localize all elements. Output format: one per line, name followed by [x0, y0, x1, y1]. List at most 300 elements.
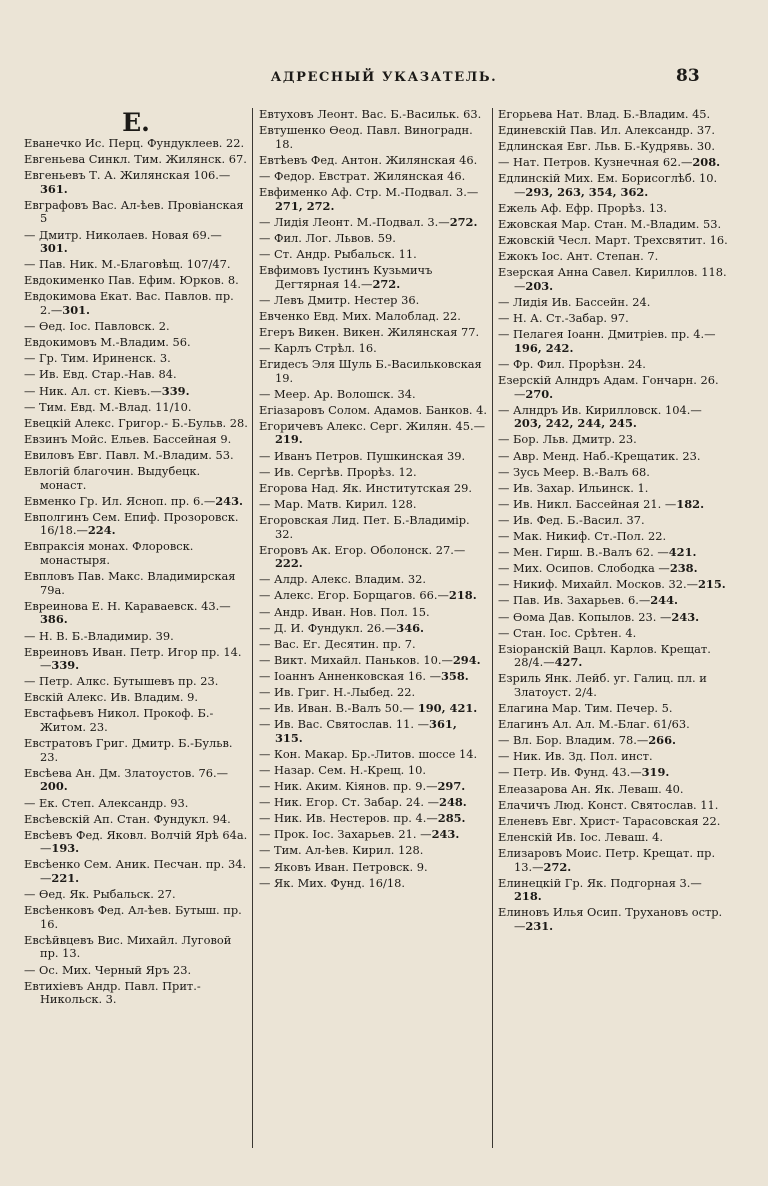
- entry-text: Евсѣевскій Ап. Стан. Фундукл. 94.: [24, 811, 231, 826]
- directory-entry: [498, 234, 728, 248]
- directory-entry: [259, 186, 488, 213]
- directory-entry: [24, 320, 248, 334]
- entry-text: — Ник. Аким. Кіянов. пр. 9.—: [259, 779, 438, 794]
- directory-entry: [24, 449, 248, 463]
- directory-entry: [259, 828, 488, 842]
- entry-text: — Ѳома Дав. Копылов. 23. —: [498, 609, 672, 624]
- directory-entry: [259, 342, 488, 356]
- entry-text: Евдокимова Екат. Вас. Павлов. пр. 2.—: [24, 289, 234, 318]
- directory-entry: [498, 766, 728, 780]
- entry-phone: 231.: [525, 918, 554, 933]
- entry-text: — Прок. Іос. Захарьев. 21. —: [259, 827, 432, 842]
- directory-entry: [24, 229, 248, 256]
- entry-text: — Назар. Сем. Н.-Крещ. 10.: [259, 762, 427, 777]
- entry-text: Евскій Алекс. Ив. Владим. 9.: [24, 690, 198, 705]
- directory-entry: [498, 750, 728, 764]
- entry-text: — Ив. Фед. Б.-Васил. 37.: [498, 512, 645, 527]
- directory-entry: [259, 388, 488, 402]
- entry-text: Евтуховъ Леонт. Вас. Б.-Васильк. 63.: [259, 107, 482, 121]
- directory-entry: [259, 748, 488, 762]
- entry-phone: 238.: [669, 561, 698, 576]
- entry-text: — Ек. Степ. Александр. 93.: [24, 795, 189, 810]
- entry-text: — Алндръ Ив. Кирилловск. 104.—: [498, 402, 702, 417]
- directory-entry: [259, 844, 488, 858]
- entry-text: Езерская Анна Савел. Кириллов. 118.—: [498, 265, 727, 294]
- entry-text: — Стан. Іос. Срѣтен. 4.: [498, 625, 637, 640]
- directory-entry: [498, 799, 728, 813]
- entry-text: Евтѣевъ Фед. Антон. Жилянская 46.: [259, 152, 478, 167]
- directory-entry: [24, 675, 248, 689]
- entry-text: Ежовская Мар. Стан. М.-Владим. 53.: [498, 217, 722, 232]
- directory-entry: [259, 326, 488, 340]
- directory-entry: [259, 154, 488, 168]
- entry-text: — Алдр. Алекс. Владим. 32.: [259, 572, 426, 587]
- directory-entry: [259, 812, 488, 826]
- directory-entry: [498, 358, 728, 372]
- entry-phone: 219.: [275, 432, 303, 447]
- directory-entry: [498, 156, 728, 170]
- entry-text: Елеазарова Ан. Як. Леваш. 40.: [498, 781, 684, 796]
- directory-entry: [498, 783, 728, 797]
- entry-phone: 272.: [372, 276, 401, 291]
- directory-entry: [498, 374, 728, 401]
- entry-phone: 215.: [697, 577, 726, 592]
- entry-phone: 294.: [452, 652, 481, 667]
- directory-entry: [259, 877, 488, 891]
- entry-text: — Лидія Ив. Бассейн. 24.: [498, 295, 651, 310]
- entry-text: Елинецкій Гр. Як. Подгорная 3.—: [498, 875, 702, 890]
- entry-phone: 297.: [437, 779, 466, 794]
- entry-phone: 301.: [40, 241, 68, 256]
- directory-entry: [259, 702, 488, 716]
- entry-text: Егоричевъ Алекс. Серг. Жилян. 45.—: [259, 418, 486, 433]
- entry-text: — Ив. Сергѣв. Прорѣз. 12.: [259, 464, 417, 479]
- entry-phone: 427.: [554, 655, 583, 670]
- entry-phone: 208.: [692, 155, 721, 170]
- entry-phone: 218.: [448, 588, 477, 603]
- directory-entry: [259, 764, 488, 778]
- entry-text: — Мих. Осипов. Слободка —: [498, 561, 670, 576]
- directory-entry: [259, 498, 488, 512]
- entry-text: Евсѣева Ан. Дм. Златоустов. 76.—: [24, 765, 229, 780]
- entry-text: Евсѣевъ Фед. Яковл. Волчій Ярѣ 64а.—: [24, 827, 248, 856]
- entry-text: Еленскій Ив. Іос. Леваш. 4.: [498, 829, 663, 844]
- entry-phone: 243.: [431, 827, 460, 842]
- directory-entry: [259, 248, 488, 262]
- entry-text: Евдокимовъ М.-Владим. 56.: [24, 335, 191, 350]
- entry-phone: 243.: [215, 493, 243, 508]
- directory-entry: [498, 734, 728, 748]
- directory-entry: [24, 737, 248, 764]
- entry-text: — Викт. Михайл. Паньков. 10.—: [259, 652, 453, 667]
- directory-entry: [498, 702, 728, 716]
- entry-phone: 272.: [449, 214, 478, 229]
- entry-text: Евполгинъ Сем. Епиф. Прозоровск. 16/18.—: [24, 509, 239, 538]
- entry-text: Ежовскій Чесл. Март. Трехсвятит. 16.: [498, 233, 728, 248]
- directory-entry: [259, 573, 488, 587]
- entry-text: — Никиф. Михайл. Москов. 32.—: [498, 577, 698, 592]
- entry-text: Елагинъ Ал. Ал. М.-Благ. 61/63.: [498, 717, 690, 732]
- entry-phone: 270.: [525, 386, 554, 401]
- directory-entry: [259, 686, 488, 700]
- directory-entry: [259, 170, 488, 184]
- directory-entry: [498, 312, 728, 326]
- entry-phone: 224.: [87, 523, 116, 538]
- entry-text: — Пав. Ив. Захарьев. 6.—: [498, 593, 651, 608]
- directory-entry: [498, 578, 728, 592]
- entry-text: — Д. И. Фундукл. 26.—: [259, 620, 397, 635]
- directory-entry: [24, 417, 248, 431]
- directory-entry: [498, 906, 728, 933]
- directory-entry: [259, 718, 488, 745]
- entry-text: — Н. А. Ст.-Забар. 97.: [498, 311, 629, 326]
- directory-entry: [498, 124, 728, 138]
- entry-text: — Нат. Петров. Кузнечная 62.—: [498, 155, 693, 170]
- entry-text: — Андр. Иван. Нов. Пол. 15.: [259, 604, 430, 619]
- directory-entry: [498, 482, 728, 496]
- directory-entry: [24, 858, 248, 885]
- entry-text: Евгеньевъ Т. А. Жилянская 106.—: [24, 168, 231, 183]
- entry-text: Евстратовъ Григ. Дмитр. Б.-Бульв. 23.: [24, 736, 233, 764]
- directory-entry: [259, 358, 488, 385]
- column-divider: [492, 108, 493, 1148]
- entry-text: Елизаровъ Моис. Петр. Крещат. пр. 13.—: [498, 845, 716, 874]
- directory-entry: [24, 433, 248, 447]
- entry-text: — Ив. Григ. Н.-Лыбед. 22.: [259, 684, 416, 699]
- directory-entry: [259, 420, 488, 447]
- directory-entry: [24, 336, 248, 350]
- directory-entry: [498, 562, 728, 576]
- entry-phone: 244.: [650, 593, 678, 608]
- directory-entry: [498, 140, 728, 154]
- directory-entry: [24, 691, 248, 705]
- entry-phone: 301.: [62, 303, 91, 318]
- directory-entry: [24, 570, 248, 597]
- directory-entry: [24, 888, 248, 902]
- directory-entry: [498, 546, 728, 560]
- entry-text: Егоровская Лид. Пет. Б.-Владимір. 32.: [259, 512, 470, 541]
- entry-phone: 193.: [51, 841, 80, 856]
- entry-text: Евфименко Аф. Стр. М.-Подвал. 3.—: [259, 184, 479, 199]
- entry-phone: 346.: [396, 620, 425, 635]
- directory-entry: [24, 401, 248, 415]
- directory-entry: [498, 627, 728, 641]
- entry-text: Евстафьевъ Никол. Прокоф. Б.-Житом. 23.: [24, 706, 214, 735]
- entry-text: — Ив. Иван. В.-Валъ 50.—: [259, 701, 418, 716]
- entry-text: Елиновъ Илья Осип. Трухановъ остр.—: [498, 905, 723, 933]
- entry-text: Егеръ Викен. Викен. Жилянская 77.: [259, 324, 480, 339]
- directory-entry: [498, 433, 728, 447]
- entry-text: Евфимовъ Іустинъ Кузьмичъ Дегтярная 14.—: [259, 262, 433, 291]
- entry-text: Еленевъ Евг. Христ- Тарасовская 22.: [498, 813, 721, 828]
- directory-entry: [259, 404, 488, 418]
- entry-text: Ежокъ Іос. Ант. Степан. 7.: [498, 249, 659, 264]
- entry-text: Евгеньева Синкл. Тим. Жилянск. 67.: [24, 152, 247, 167]
- entry-text: Елагина Мар. Тим. Печер. 5.: [498, 701, 673, 716]
- directory-entry: [24, 274, 248, 288]
- directory-entry: [498, 815, 728, 829]
- directory-entry: [498, 328, 728, 355]
- directory-entry: [259, 606, 488, 620]
- directory-entry: [24, 169, 248, 196]
- entry-phone: 203.: [525, 279, 554, 294]
- directory-entry: [498, 202, 728, 216]
- directory-entry: [498, 498, 728, 512]
- entry-phone: 222.: [275, 556, 303, 571]
- entry-text: — Ѳед. Іос. Павловск. 2.: [24, 319, 170, 334]
- entry-text: — Лидія Леонт. М.-Подвал. 3.—: [259, 214, 450, 229]
- entry-text: Егоровъ Ак. Егор. Оболонск. 27.—: [259, 542, 466, 557]
- entry-text: Едлинская Евг. Льв. Б.-Кудрявь. 30.: [498, 139, 715, 154]
- entry-phone: 248.: [439, 795, 467, 810]
- entry-phone: 421.: [668, 545, 697, 560]
- entry-text: — Іоаннъ Анненковская 16. —: [259, 668, 441, 683]
- entry-text: Евпловъ Пав. Макс. Владимирская 79а.: [24, 569, 236, 597]
- entry-text: Езриль Янк. Лейб. уг. Галиц. пл. и Златоуст. 2/4.: [498, 671, 707, 699]
- entry-text: — Тим. Евд. М.-Влад. 11/10.: [24, 399, 192, 414]
- directory-entry: [498, 266, 728, 293]
- entry-text: — Ив. Никл. Бассейная 21. —: [498, 496, 677, 511]
- entry-text: — Алекс. Егор. Борщагов. 66.—: [259, 588, 449, 603]
- directory-entry: [24, 290, 248, 317]
- entry-text: — Фр. Фил. Прорѣзн. 24.: [498, 357, 646, 371]
- entry-text: — Бор. Льв. Дмитр. 23.: [498, 432, 637, 447]
- directory-entry: [24, 934, 248, 961]
- entry-phone: 272.: [543, 859, 572, 874]
- directory-entry: [24, 813, 248, 827]
- directory-entry: [498, 530, 728, 544]
- entry-text: Евдокименко Пав. Ефим. Юрков. 8.: [24, 273, 239, 288]
- directory-entry: [498, 450, 728, 464]
- directory-entry: [24, 385, 248, 399]
- entry-text: Егидесъ Эля Шуль Б.-Васильковская 19.: [259, 357, 482, 385]
- directory-entry: [498, 831, 728, 845]
- column-3: [498, 108, 728, 936]
- directory-entry: [259, 108, 488, 122]
- directory-entry: [259, 796, 488, 810]
- entry-text: Едлинскій Мих. Ем. Борисоглѣб. 10.—: [498, 171, 718, 199]
- directory-entry: [259, 514, 488, 541]
- entry-phone: 361, 315.: [275, 717, 457, 745]
- directory-entry: [24, 767, 248, 794]
- entry-phone: 339.: [51, 658, 80, 673]
- entry-phone: 386.: [40, 612, 68, 627]
- entry-text: — Меер. Ар. Волошск. 34.: [259, 386, 416, 401]
- directory-entry: [259, 638, 488, 652]
- directory-entry: [259, 482, 488, 496]
- entry-phone: 218.: [514, 889, 542, 904]
- directory-entry: [498, 672, 728, 699]
- entry-phone: 200.: [40, 779, 68, 794]
- directory-entry: [24, 495, 248, 509]
- directory-entry: [24, 904, 248, 931]
- entry-text: Евецкій Алекс. Григор.- Б.-Бульв. 28.: [24, 415, 248, 430]
- directory-entry: [24, 646, 248, 673]
- entry-phone: 319.: [641, 765, 670, 780]
- column-divider: [252, 108, 253, 1148]
- entry-text: — Вл. Бор. Владим. 78.—: [498, 733, 649, 748]
- entry-text: — Авр. Менд. Наб.-Крещатик. 23.: [498, 448, 701, 463]
- entry-text: — Левъ Дмитр. Нестер 36.: [259, 292, 420, 307]
- entry-text: Евменко Гр. Ил. Ясноп. пр. 6.—: [24, 493, 216, 508]
- directory-entry: [24, 980, 248, 1007]
- directory-entry: [498, 296, 728, 310]
- entry-text: — Петр. Ив. Фунд. 43.—: [498, 765, 642, 780]
- entry-text: — Зусь Меер. В.-Валъ 68.: [498, 464, 650, 479]
- entry-phone: 266.: [648, 733, 676, 748]
- entry-text: Евреиновъ Иван. Петр. Игор пр. 14.—: [24, 644, 242, 673]
- entry-text: Еванечко Ис. Перц. Фундуклеев. 22.: [24, 136, 245, 150]
- directory-entry: [498, 108, 728, 122]
- entry-text: — Фил. Лог. Львов. 59.: [259, 230, 396, 245]
- directory-entry: [24, 511, 248, 538]
- directory-entry: [259, 450, 488, 464]
- entry-phone: 293, 263, 354, 362.: [525, 184, 649, 199]
- entry-text: — Петр. Алкс. Бутышевъ пр. 23.: [24, 674, 219, 689]
- directory-entry: [259, 466, 488, 480]
- directory-entry: [498, 847, 728, 874]
- directory-entry: [498, 718, 728, 732]
- entry-text: Евтихіевъ Андр. Павл. Прит.-Никольск. 3.: [24, 978, 201, 1007]
- entry-text: Евиловъ Евг. Павл. М.-Владим. 53.: [24, 447, 234, 462]
- section-letter: Е.: [122, 108, 150, 137]
- directory-entry: [498, 643, 728, 670]
- entry-text: Евсѣйвцевъ Вис. Михайл. Луговой пр. 13.: [24, 932, 232, 961]
- directory-entry: [259, 589, 488, 603]
- entry-text: Егорова Над. Як. Институтская 29.: [259, 480, 472, 495]
- entry-text: — Тим. Ал-ѣев. Кирил. 128.: [259, 843, 424, 858]
- directory-entry: [24, 540, 248, 567]
- directory-entry: [24, 600, 248, 627]
- entry-text: — Кон. Макар. Бр.-Литов. шоссе 14.: [259, 746, 478, 761]
- entry-phone: 196, 242.: [514, 340, 574, 355]
- entry-text: — Пелагея Іоанн. Дмитріев. пр. 4.—: [498, 327, 716, 342]
- running-header: АДРЕСНЫЙ УКАЗАТЕЛЬ.: [270, 70, 498, 85]
- entry-text: — Ник. Ив. Нестеров. пр. 4.—: [259, 811, 438, 826]
- directory-entry: [259, 622, 488, 636]
- entry-text: — Н. В. Б.-Владимир. 39.: [24, 628, 174, 643]
- entry-text: Евграфовъ Вас. Ал-ѣев. Провіанская 5: [24, 197, 244, 226]
- entry-text: — Гр. Тим. Ириненск. 3.: [24, 351, 171, 366]
- directory-entry: [259, 294, 488, 308]
- entry-text: — Мар. Матв. Кирил. 128.: [259, 496, 417, 511]
- directory-entry: [498, 172, 728, 199]
- directory-entry: [24, 137, 248, 151]
- directory-entry: [24, 153, 248, 167]
- entry-text: — Ник. Ал. ст. Кіевъ.—: [24, 383, 162, 398]
- directory-entry: [259, 670, 488, 684]
- directory-entry: [259, 216, 488, 230]
- entry-phone: 285.: [437, 811, 466, 826]
- directory-entry: [498, 611, 728, 625]
- directory-entry: [259, 861, 488, 875]
- entry-text: — Ст. Андр. Рыбальск. 11.: [259, 246, 417, 261]
- entry-text: Ежель Аф. Ефр. Прорѣз. 13.: [498, 201, 667, 216]
- entry-text: — Иванъ Петров. Пушкинская 39.: [259, 448, 466, 463]
- entry-text: — Ѳед. Як. Рыбальск. 27.: [24, 887, 176, 902]
- directory-entry: [259, 654, 488, 668]
- entry-phone: 190, 421.: [417, 701, 478, 716]
- entry-text: Евреинова Е. Н. Караваевск. 43.—: [24, 598, 231, 613]
- directory-entry: [259, 310, 488, 324]
- directory-entry: [498, 594, 728, 608]
- entry-phone: 271, 272.: [275, 198, 335, 213]
- directory-entry: [24, 352, 248, 366]
- column-1: [24, 108, 248, 1009]
- directory-entry: [498, 514, 728, 528]
- directory-entry: [498, 466, 728, 480]
- entry-text: — Ос. Мих. Черный Яръ 23.: [24, 962, 192, 977]
- entry-phone: 182.: [676, 496, 705, 511]
- directory-entry: [24, 368, 248, 382]
- directory-entry: [24, 707, 248, 734]
- directory-entry: [24, 199, 248, 226]
- entry-text: Евлогій благочин. Выдубецк. монаст.: [24, 463, 201, 492]
- entry-text: Евсѣенко Сем. Аник. Песчан. пр. 34.—: [24, 857, 247, 885]
- directory-entry: [24, 829, 248, 856]
- entry-text: — Карлъ Стрѣл. 16.: [259, 340, 377, 355]
- entry-text: — Вас. Ег. Десятин. пр. 7.: [259, 636, 416, 651]
- entry-text: Евченко Евд. Мих. Малоблад. 22.: [259, 308, 461, 323]
- directory-entry: [24, 797, 248, 811]
- entry-phone: 203, 242, 244, 245.: [514, 416, 637, 431]
- directory-entry: [24, 630, 248, 644]
- entry-text: — Дмитр. Николаев. Новая 69.—: [24, 227, 222, 242]
- entry-text: — Ив. Вас. Святослав. 11. —: [259, 717, 430, 732]
- entry-phone: 361.: [40, 181, 68, 196]
- entry-phone: 243.: [671, 609, 700, 624]
- entry-phone: 358.: [440, 668, 469, 683]
- entry-text: — Мак. Никиф. Ст.-Пол. 22.: [498, 529, 667, 544]
- entry-text: — Пав. Ник. М.-Благовѣщ. 107/47.: [24, 257, 231, 272]
- entry-text: — Ник. Ив. Зд. Пол. инст.: [498, 749, 653, 764]
- entry-text: Езерскій Алндръ Адам. Гончарн. 26.—: [498, 373, 719, 401]
- entry-text: Евзинъ Мойс. Ельев. Бассейная 9.: [24, 431, 232, 446]
- column-2: [259, 108, 488, 893]
- entry-text: — Ник. Егор. Ст. Забар. 24. —: [259, 795, 440, 810]
- entry-text: Евпраксія монах. Флоровск. монастыря.: [24, 539, 194, 568]
- entry-text: — Мен. Гирш. В.-Валъ 62. —: [498, 545, 669, 560]
- directory-entry: [24, 258, 248, 272]
- entry-text: Елачичъ Люд. Конст. Святослав. 11.: [498, 797, 719, 812]
- page-number: 83: [676, 66, 700, 86]
- entry-text: Единевскій Пав. Ил. Александр. 37.: [498, 123, 715, 138]
- directory-entry: [498, 404, 728, 431]
- entry-phone: 339.: [161, 383, 190, 398]
- directory-entry: [259, 780, 488, 794]
- directory-entry: [498, 250, 728, 264]
- directory-entry: [498, 877, 728, 904]
- entry-text: Езіоранскій Вацл. Карлов. Крещат. 28/4.—: [498, 641, 711, 670]
- directory-entry: [24, 964, 248, 978]
- entry-text: Евтушенко Ѳеод. Павл. Виноградн. 18.: [259, 123, 473, 151]
- directory-entry: [24, 465, 248, 492]
- entry-text: — Ив. Захар. Ильинск. 1.: [498, 480, 649, 495]
- entry-text: — Федор. Евстрат. Жилянская 46.: [259, 168, 466, 183]
- entry-text: — Ив. Евд. Стар.-Нав. 84.: [24, 367, 177, 382]
- entry-text: Егіазаровъ Солом. Адамов. Банков. 4.: [259, 402, 487, 417]
- entry-text: Евсѣенковъ Фед. Ал-ѣев. Бутыш. пр. 16.: [24, 903, 242, 931]
- entry-text: — Як. Мих. Фунд. 16/18.: [259, 875, 405, 890]
- directory-entry: [259, 124, 488, 151]
- directory-entry: [498, 218, 728, 232]
- entry-text: — Яковъ Иван. Петровск. 9.: [259, 859, 428, 874]
- entry-phone: 221.: [51, 871, 80, 885]
- entry-text: Егорьева Нат. Влад. Б.-Владим. 45.: [498, 107, 711, 121]
- directory-entry: [259, 544, 488, 571]
- directory-entry: [259, 264, 488, 291]
- directory-entry: [259, 232, 488, 246]
